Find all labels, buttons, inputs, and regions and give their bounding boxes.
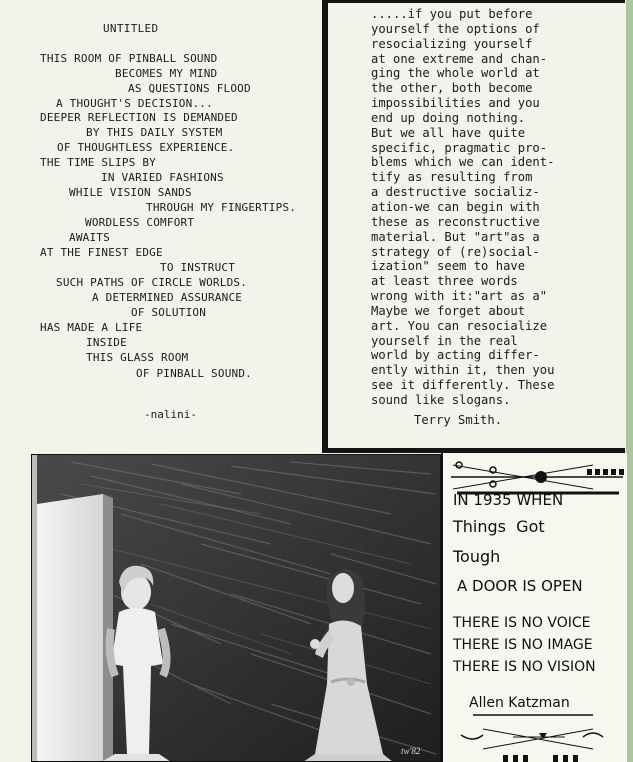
poem-line: BECOMES MY MIND — [115, 67, 218, 80]
essay-line: resocializing yourself — [371, 36, 533, 51]
poem-line: HAS MADE A LIFE — [40, 321, 143, 334]
essay-line: world by acting differ- — [371, 348, 540, 363]
poem-line: THROUGH MY FINGERTIPS. — [146, 201, 297, 214]
essay-line: at least three words — [371, 274, 518, 289]
essay-line: a destructive socializ- — [371, 185, 540, 200]
handwritten-line: THERE IS NO VISION — [453, 659, 596, 675]
handwritten-line: A DOOR IS OPEN — [457, 577, 583, 595]
poem-line: OF SOLUTION — [131, 306, 207, 319]
essay-line: wrong with it:"art as a" — [371, 289, 548, 304]
essay-line: these as reconstructive — [371, 214, 540, 229]
essay-line: material. But "art"as a — [371, 229, 540, 244]
essay-line: But we all have quite — [371, 125, 526, 140]
illustration-two-women — [31, 454, 441, 762]
essay-line: Maybe we forget about — [371, 303, 526, 318]
poem-line: WORDLESS COMFORT — [85, 216, 195, 229]
poem-line: THIS GLASS ROOM — [86, 351, 189, 364]
poem-line: THIS ROOM OF PINBALL SOUND — [40, 52, 218, 65]
handwritten-line: Things Got — [453, 517, 545, 536]
poem-line: TO INSTRUCT — [160, 261, 236, 274]
poem-line: SUCH PATHS OF CIRCLE WORLDS. — [56, 276, 248, 289]
poem-line: THE TIME SLIPS BY — [40, 156, 156, 169]
essay-line: ently within it, then you — [371, 363, 555, 378]
page-edge — [626, 0, 633, 762]
poem-line: BY THIS DAILY SYSTEM — [86, 126, 223, 139]
artist-mark: tw'82 — [401, 746, 421, 756]
handwritten-line: Tough — [453, 547, 501, 566]
essay-line: impossibilities and you — [371, 96, 540, 111]
poem-line: AWAITS — [69, 231, 110, 244]
poem-line: OF THOUGHTLESS EXPERIENCE. — [57, 141, 235, 154]
poem-title: UNTITLED — [103, 22, 159, 35]
essay-line: sound like slogans. — [371, 392, 511, 407]
poem-line: WHILE VISION SANDS — [69, 186, 192, 199]
essay-block — [371, 7, 621, 408]
poem-block — [0, 0, 320, 450]
essay-line: ization" seem to have — [371, 259, 526, 274]
poem-signature: -nalini- — [144, 408, 197, 421]
poem-line: A DETERMINED ASSURANCE — [92, 291, 243, 304]
essay-line: yourself the options of — [371, 21, 540, 36]
essay-line: yourself in the real — [371, 333, 518, 348]
essay-line: ging the whole world at — [371, 66, 540, 81]
poem-line: AS QUESTIONS FLOOD — [128, 82, 251, 95]
poem-line: IN VARIED FASHIONS — [101, 171, 224, 184]
essay-line: specific, pragmatic pro- — [371, 140, 548, 155]
poem-line: AT THE FINEST EDGE — [40, 246, 163, 259]
essay-line: see it differently. These — [371, 378, 555, 393]
poem-line: A THOUGHT'S DECISION... — [56, 97, 213, 110]
essay-line: tify as resulting from — [371, 170, 533, 185]
poem-line: INSIDE — [86, 336, 127, 349]
column-divider — [322, 0, 328, 452]
handwritten-line: THERE IS NO VOICE — [453, 615, 591, 631]
poem-line: DEEPER REFLECTION IS DEMANDED — [40, 111, 238, 124]
handwritten-line: IN 1935 WHEN — [453, 491, 564, 509]
box-top-border — [328, 0, 625, 3]
essay-line: ation-we can begin with — [371, 199, 540, 214]
essay-author: Terry Smith. — [414, 413, 503, 427]
essay-line: at one extreme and chan- — [371, 51, 548, 66]
handwritten-author: Allen Katzman — [469, 695, 570, 711]
poem-line: OF PINBALL SOUND. — [136, 367, 252, 380]
essay-line: the other, both become — [371, 81, 533, 96]
essay-line: art. You can resocialize — [371, 318, 548, 333]
essay-line: blems which we can ident- — [371, 155, 555, 170]
essay-line: end up doing nothing. — [371, 110, 526, 125]
handwritten-line: THERE IS NO IMAGE — [453, 637, 593, 653]
handwritten-panel — [441, 453, 627, 762]
essay-line: .....if you put before — [371, 7, 533, 21]
essay-line: strategy of (re)social- — [371, 244, 540, 259]
